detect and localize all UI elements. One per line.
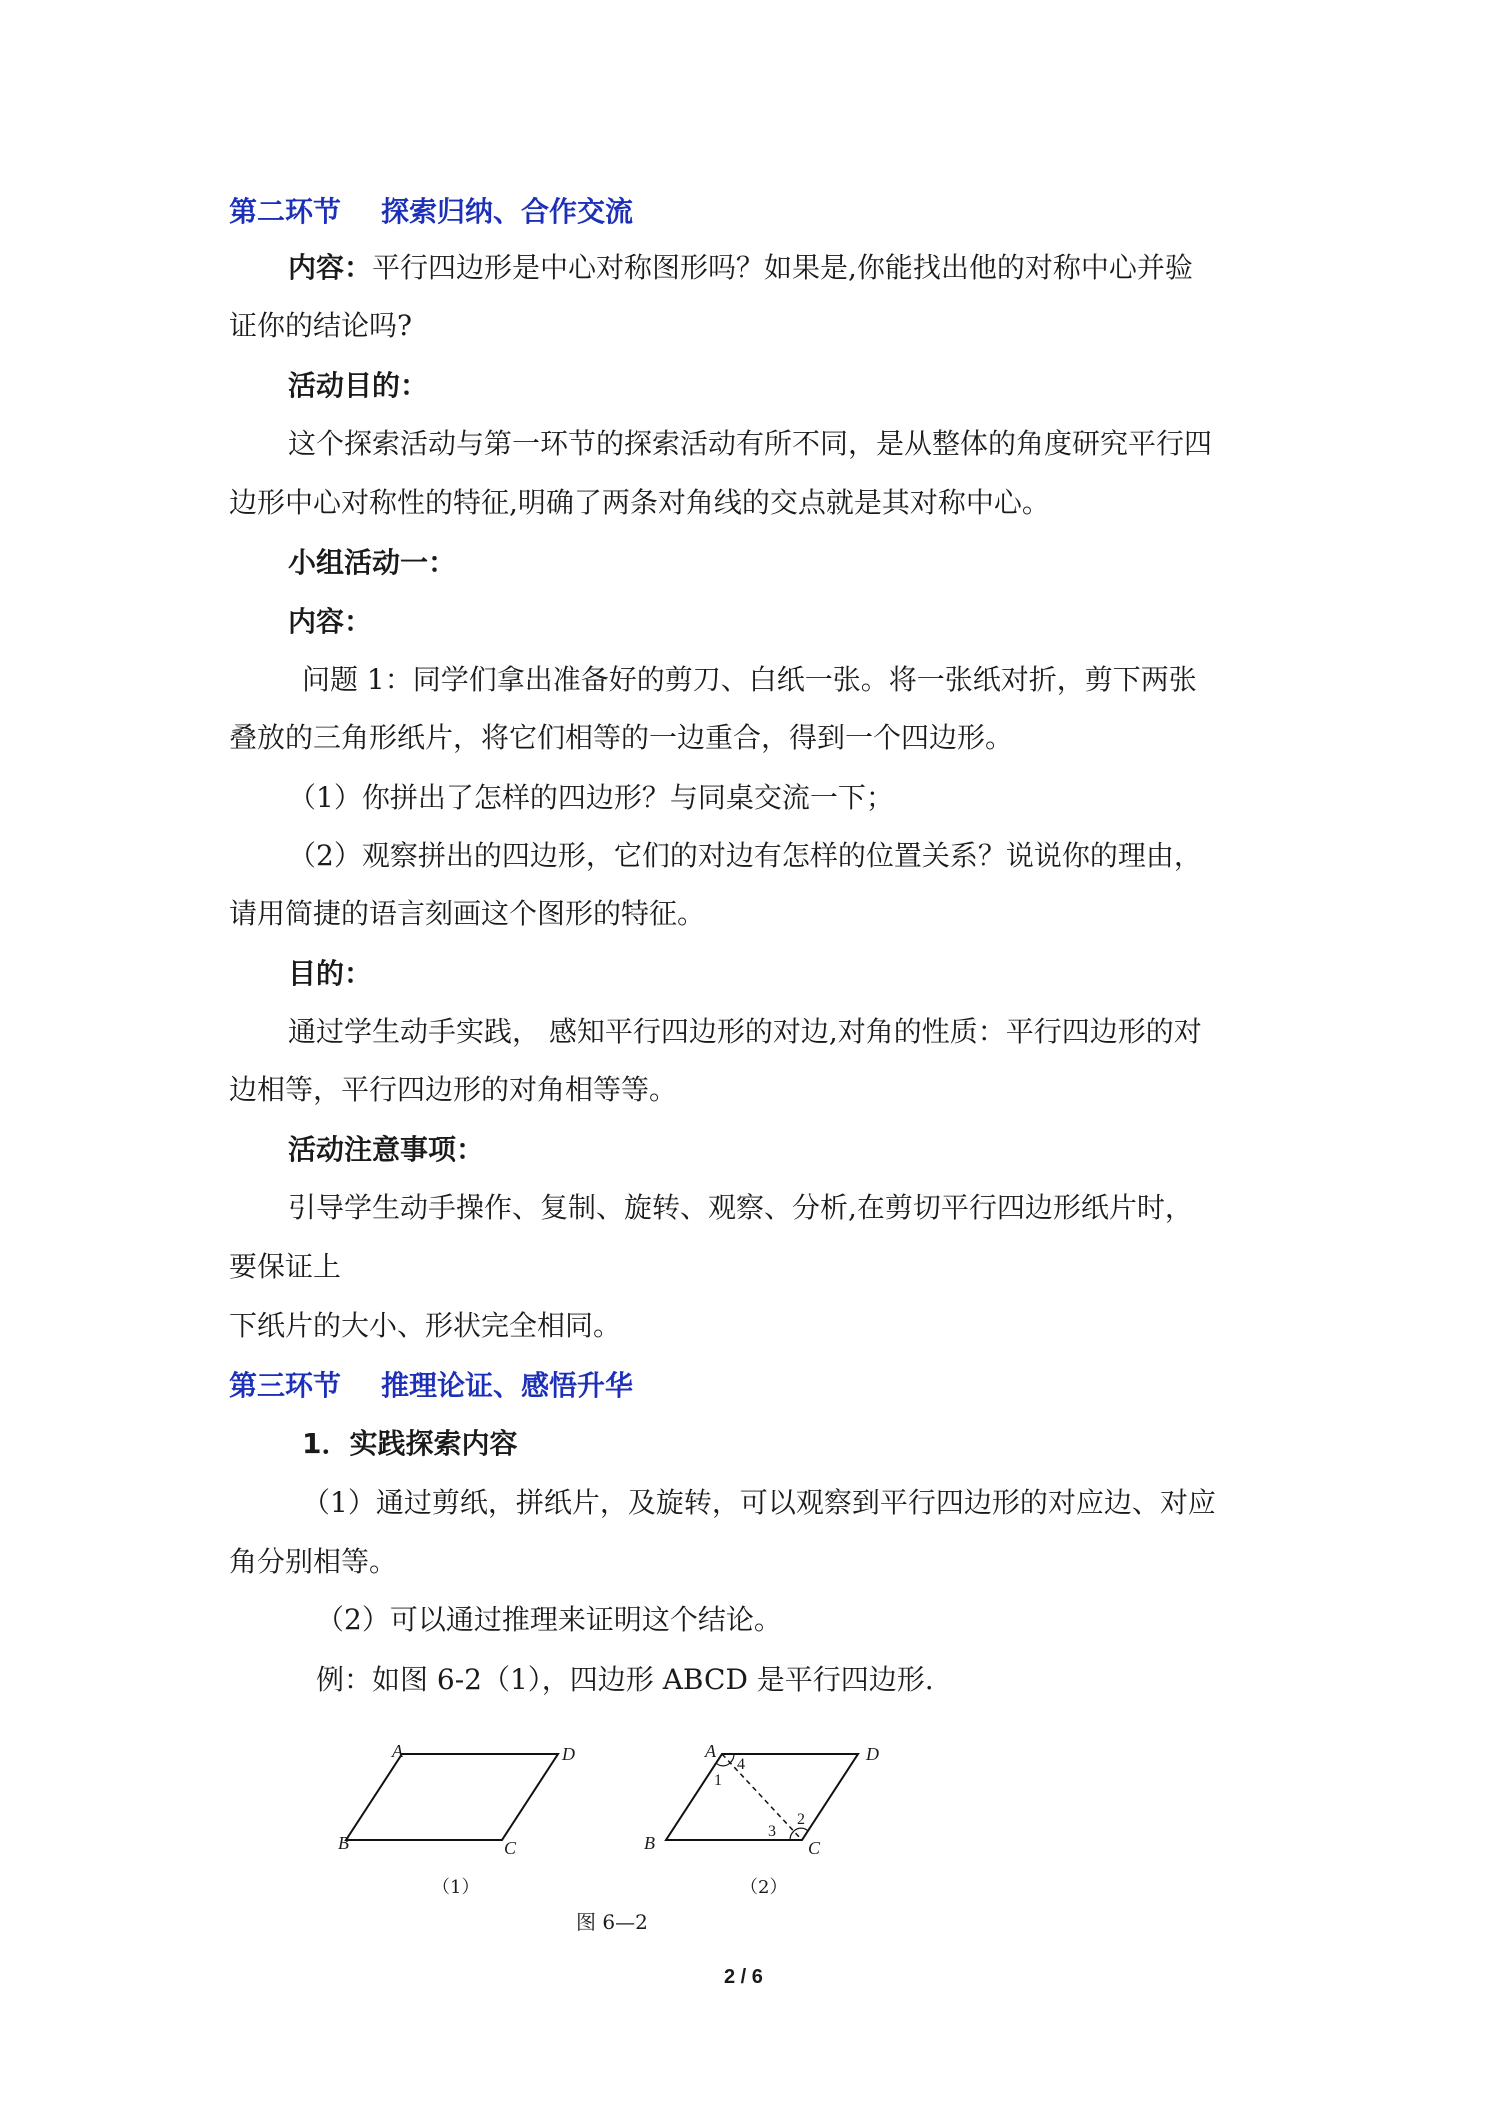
subheading: 1．实践探索内容	[302, 1427, 518, 1460]
subfigure-label-2: （2）	[740, 1877, 788, 1898]
angle-label-2: 2	[797, 1811, 805, 1828]
angle-label-3: 3	[768, 1823, 776, 1840]
purpose-label: 活动目的：	[288, 369, 429, 402]
group-activity-label: 小组活动一：	[288, 546, 457, 579]
notes-label: 活动注意事项：	[288, 1133, 485, 1166]
paragraph-line	[288, 248, 1193, 288]
angle-label-4: 4	[737, 1756, 745, 1773]
paragraph-line: （1）你拼出了怎样的四边形？与同桌交流一下；	[288, 781, 894, 814]
section-heading	[229, 1366, 633, 1406]
vertex-label-c: C	[808, 1838, 821, 1858]
goal-label: 目的：	[288, 957, 373, 990]
paragraph-line: 角分别相等。	[229, 1545, 398, 1578]
subfigure-label-1: （1）	[432, 1877, 480, 1898]
vertex-label-d: D	[866, 1744, 879, 1764]
parallelogram-figure-2	[650, 1740, 890, 1860]
paragraph-line: 请用简捷的语言刻画这个图形的特征。	[229, 897, 706, 930]
vertex-label-a: A	[392, 1741, 403, 1761]
paragraph-line: 边形中心对称性的特征,明确了两条对角线的交点就是其对称中心。	[229, 486, 1050, 519]
paragraph-line: 要保证上	[229, 1250, 342, 1283]
section-title: 推理论证、感悟升华	[381, 1369, 634, 1402]
paragraph-line: 这个探索活动与第一环节的探索活动有所不同，是从整体的角度研究平行四	[288, 427, 1213, 460]
paragraph-line: （1）通过剪纸，拼纸片，及旋转，可以观察到平行四边形的对应边、对应	[302, 1486, 1216, 1519]
diagonal-ac	[722, 1754, 802, 1840]
paragraph-line: 例：如图 6-2（1），四边形 ABCD 是平行四边形.	[316, 1663, 934, 1696]
section-title: 探索归纳、合作交流	[381, 195, 634, 228]
angle-arc-3	[790, 1831, 794, 1840]
section-heading	[229, 192, 633, 232]
angle-arc-1	[716, 1763, 730, 1766]
vertex-label-b: B	[644, 1833, 655, 1853]
vertex-label-a: A	[705, 1741, 716, 1761]
angle-arc-4	[730, 1754, 734, 1763]
section-number: 第二环节	[229, 195, 342, 228]
figure-caption: 图 6—2	[576, 1910, 648, 1934]
content-label: 内容：	[288, 605, 373, 638]
content-label: 内容：	[288, 251, 373, 284]
paragraph-line: 证你的结论吗?	[229, 309, 413, 342]
parallelogram-figure-1	[330, 1740, 570, 1860]
paragraph-line: （2）观察拼出的四边形，它们的对边有怎样的位置关系？说说你的理由，	[288, 839, 1202, 872]
page-number: 2 / 6	[724, 1966, 763, 1988]
paragraph-line: 叠放的三角形纸片，将它们相等的一边重合，得到一个四边形。	[229, 721, 1014, 754]
vertex-label-b: B	[338, 1833, 349, 1853]
paragraph-line: 下纸片的大小、形状完全相同。	[229, 1309, 622, 1342]
vertex-label-c: C	[504, 1838, 517, 1858]
section-number: 第三环节	[229, 1369, 342, 1402]
paragraph-line: 问题 1：同学们拿出准备好的剪刀、白纸一张。将一张纸对折，剪下两张	[302, 663, 1197, 696]
angle-label-1: 1	[714, 1772, 722, 1789]
paragraph-line: （2）可以通过推理来证明这个结论。	[316, 1603, 782, 1636]
paragraph-line: 边相等，平行四边形的对角相等等。	[229, 1073, 678, 1106]
paragraph-line: 通过学生动手实践， 感知平行四边形的对边,对角的性质：平行四边形的对	[288, 1015, 1202, 1048]
parallelogram-shape	[346, 1754, 558, 1840]
paragraph-line: 引导学生动手操作、复制、旋转、观察、分析,在剪切平行四边形纸片时，	[288, 1191, 1193, 1224]
content-text: 平行四边形是中心对称图形吗？如果是,你能找出他的对称中心并验	[372, 251, 1193, 284]
vertex-label-d: D	[562, 1744, 575, 1764]
